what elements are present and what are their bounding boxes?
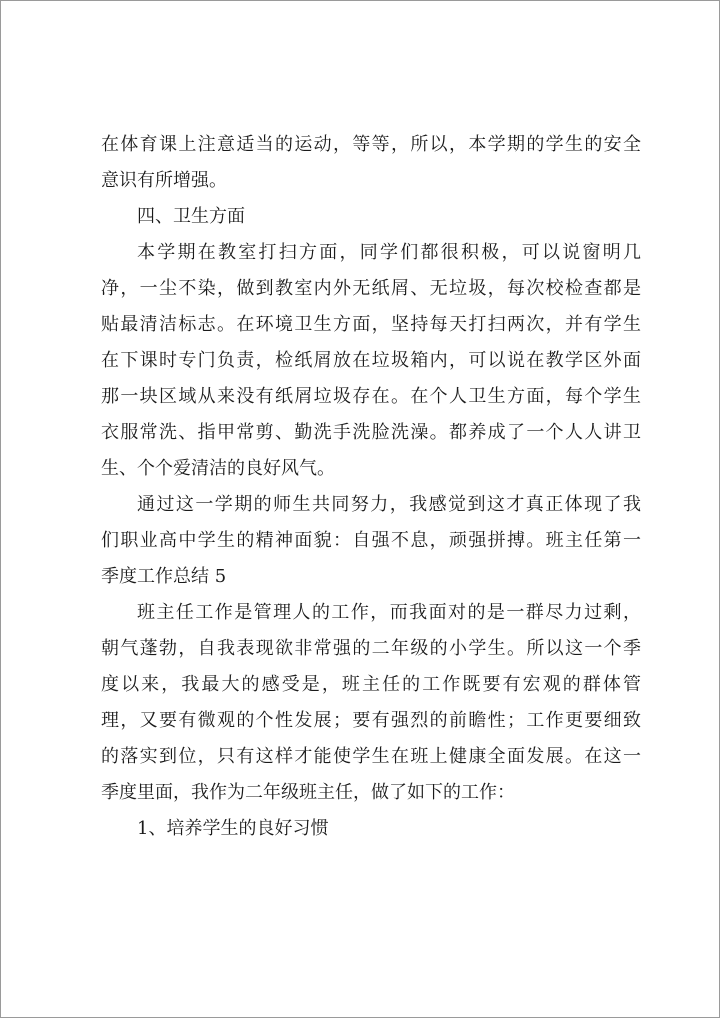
text-line: 生、个个爱清洁的良好风气。 <box>101 458 335 479</box>
text-line: 度以来，我最大的感受是，班主任的工作既要有宏观的群体管 <box>101 674 641 695</box>
text-line: 衣服常洗、指甲常剪、勤洗手洗脸洗澡。都养成了一个人人讲卫 <box>101 422 641 443</box>
text-line: 的落实到位，只有这样才能使学生在班上健康全面发展。在这一 <box>101 746 641 767</box>
text-line: 贴最清洁标志。在环境卫生方面，坚持每天打扫两次，并有学生 <box>101 314 641 335</box>
text-line: 通过这一学期的师生共同努力，我感觉到这才真正体现了我 <box>137 494 641 515</box>
text-line: 那一块区域从来没有纸屑垃圾存在。在个人卫生方面，每个学生 <box>101 386 641 407</box>
text-line: 季度工作总结 5 <box>101 566 227 587</box>
text-line: 本学期在教室打扫方面，同学们都很积极，可以说窗明几 <box>137 242 641 263</box>
text-line: 意识有所增强。 <box>101 170 227 191</box>
text-line: 朝气蓬勃，自我表现欲非常强的二年级的小学生。所以这一个季 <box>101 638 641 659</box>
text-line: 季度里面，我作为二年级班主任，做了如下的工作： <box>101 782 515 803</box>
text-line: 们职业高中学生的精神面貌：自强不息，顽强拼搏。班主任第一 <box>101 530 641 551</box>
text-line: 班主任工作是管理人的工作，而我面对的是一群尽力过剩， <box>137 602 641 623</box>
text-line: 在下课时专门负责，检纸屑放在垃圾箱内，可以说在教学区外面 <box>101 350 641 371</box>
text-line: 净，一尘不染，做到教室内外无纸屑、无垃圾，每次校检查都是 <box>101 278 641 299</box>
text-line: 理，又要有微观的个性发展；要有强烈的前瞻性；工作更要细致 <box>101 710 641 731</box>
list-item-heading: 1、培养学生的良好习惯 <box>137 818 329 839</box>
text-line: 在体育课上注意适当的运动，等等，所以，本学期的学生的安全 <box>101 134 641 155</box>
section-heading: 四、卫生方面 <box>137 206 245 227</box>
document-body <box>101 127 641 847</box>
